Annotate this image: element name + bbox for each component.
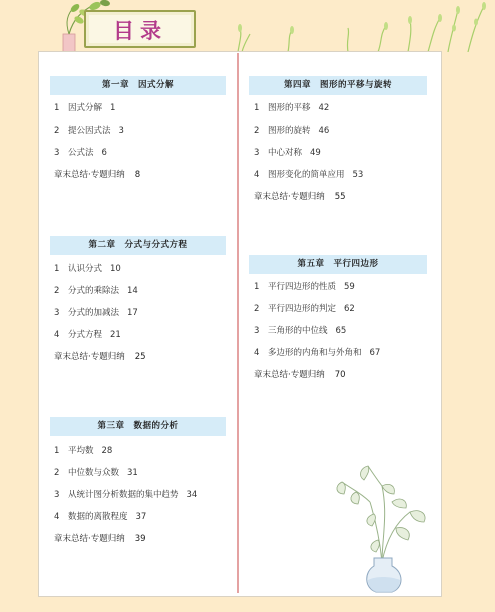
chapter-summary[interactable]: 章末总结·专题归纳 39 [54, 534, 146, 544]
toc-entry[interactable]: 4 多边形的内角和与外角和 67 [254, 348, 381, 358]
grass-decoration-icon [228, 0, 490, 52]
chapter-1-heading: 第一章 因式分解 [50, 76, 226, 95]
toc-entry[interactable]: 2 中位数与众数 31 [54, 468, 138, 478]
toc-entry[interactable]: 3 三角形的中位线 65 [254, 326, 347, 336]
column-divider [237, 53, 239, 593]
toc-entry[interactable]: 2 平行四边形的判定 62 [254, 304, 355, 314]
chapter-summary[interactable]: 章末总结·专题归纳 8 [54, 170, 141, 180]
toc-entry[interactable]: 3 从统计图分析数据的集中趋势 34 [54, 490, 198, 500]
chapter-2-heading: 第二章 分式与分式方程 [50, 236, 226, 255]
title-card [84, 10, 196, 48]
chapter-3-heading: 第三章 数据的分析 [50, 417, 226, 436]
toc-entry[interactable]: 1 平均数 28 [54, 446, 113, 456]
toc-entry[interactable]: 3 中心对称 49 [254, 148, 321, 158]
toc-entry[interactable]: 1 因式分解 1 [54, 103, 116, 113]
toc-entry[interactable]: 3 分式的加减法 17 [54, 308, 138, 318]
chapter-5-heading: 第五章 平行四边形 [249, 255, 427, 274]
chapter-4-heading: 第四章 图形的平移与旋转 [249, 76, 427, 95]
toc-entry[interactable]: 1 图形的平移 42 [254, 103, 330, 113]
toc-entry[interactable]: 2 提公因式法 3 [54, 126, 124, 136]
vase-illustration-icon [330, 462, 436, 594]
toc-entry[interactable]: 1 认识分式 10 [54, 264, 121, 274]
toc-entry[interactable]: 4 图形变化的简单应用 53 [254, 170, 364, 180]
toc-entry[interactable]: 1 平行四边形的性质 59 [254, 282, 355, 292]
page-title: 目录 [113, 19, 167, 43]
chapter-summary[interactable]: 章末总结·专题归纳 25 [54, 352, 146, 362]
toc-entry[interactable]: 2 分式的乘除法 14 [54, 286, 138, 296]
toc-entry[interactable]: 3 公式法 6 [54, 148, 107, 158]
toc-entry[interactable]: 2 图形的旋转 46 [254, 126, 330, 136]
chapter-summary[interactable]: 章末总结·专题归纳 70 [254, 370, 346, 380]
toc-entry[interactable]: 4 数据的离散程度 37 [54, 512, 147, 522]
toc-entry[interactable]: 4 分式方程 21 [54, 330, 121, 340]
chapter-summary[interactable]: 章末总结·专题归纳 55 [254, 192, 346, 202]
